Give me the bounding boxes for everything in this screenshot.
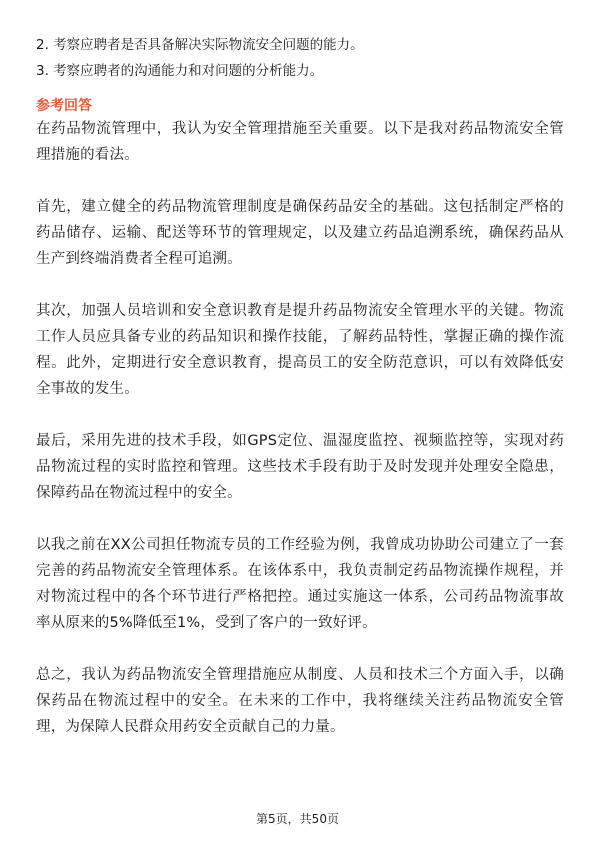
evaluation-criteria-list xyxy=(36,32,566,84)
paragraph-system: 首先，建立健全的药品物流管理制度是确保药品安全的基础。这包括制定严格的药品储存、运输、配送等环节的管理规定，以及建立药品追溯系统，确保药品从生产到终端消费者全程可追溯。 xyxy=(36,199,564,267)
paragraph-intro: 在药品物流管理中，我认为安全管理措施至关重要。以下是我对药品物流安全管理措施的看法。 xyxy=(36,121,564,163)
paragraph-training: 其次，加强人员培训和安全意识教育是提升药品物流安全管理水平的关键。物流工作人员应具备专业的药品知识和操作技能，了解药品特性，掌握正确的操作流程。此外，定期进行安全意识教育，提高员工的安全防范意识，可以有效降低安全事故的发生。 xyxy=(36,303,564,397)
criteria-item-2: 2. 考察应聘者是否具备解决实际物流安全问题的能力。 xyxy=(36,37,364,53)
answer-body xyxy=(36,116,564,766)
page-number-footer: 第5页，共50页 xyxy=(256,812,339,826)
paragraph-experience: 以我之前在XX公司担任物流专员的工作经验为例，我曾成功协助公司建立了一套完善的药品物流安全管理体系。在该体系中，我负责制定药品物流操作规程，并对物流过程中的各个环节进行严格把控。通过实施这一体系，公司药品物流事故率从原来的5%降低至1%，受到了客户的一致好评。 xyxy=(36,537,564,631)
criteria-item-3: 3. 考察应聘者的沟通能力和对问题的分析能力。 xyxy=(36,63,324,79)
reference-answer-heading: 参考回答 xyxy=(36,98,92,114)
paragraph-conclusion: 总之，我认为药品物流安全管理措施应从制度、人员和技术三个方面入手，以确保药品在物流过程中的安全。在未来的工作中，我将继续关注药品物流安全管理，为保障人民群众用药安全贡献自己的力量。 xyxy=(36,667,564,735)
paragraph-technology: 最后，采用先进的技术手段，如GPS定位、温湿度监控、视频监控等，实现对药品物流过程的实时监控和管理。这些技术手段有助于及时发现并处理安全隐患，保障药品在物流过程中的安全。 xyxy=(36,433,564,501)
